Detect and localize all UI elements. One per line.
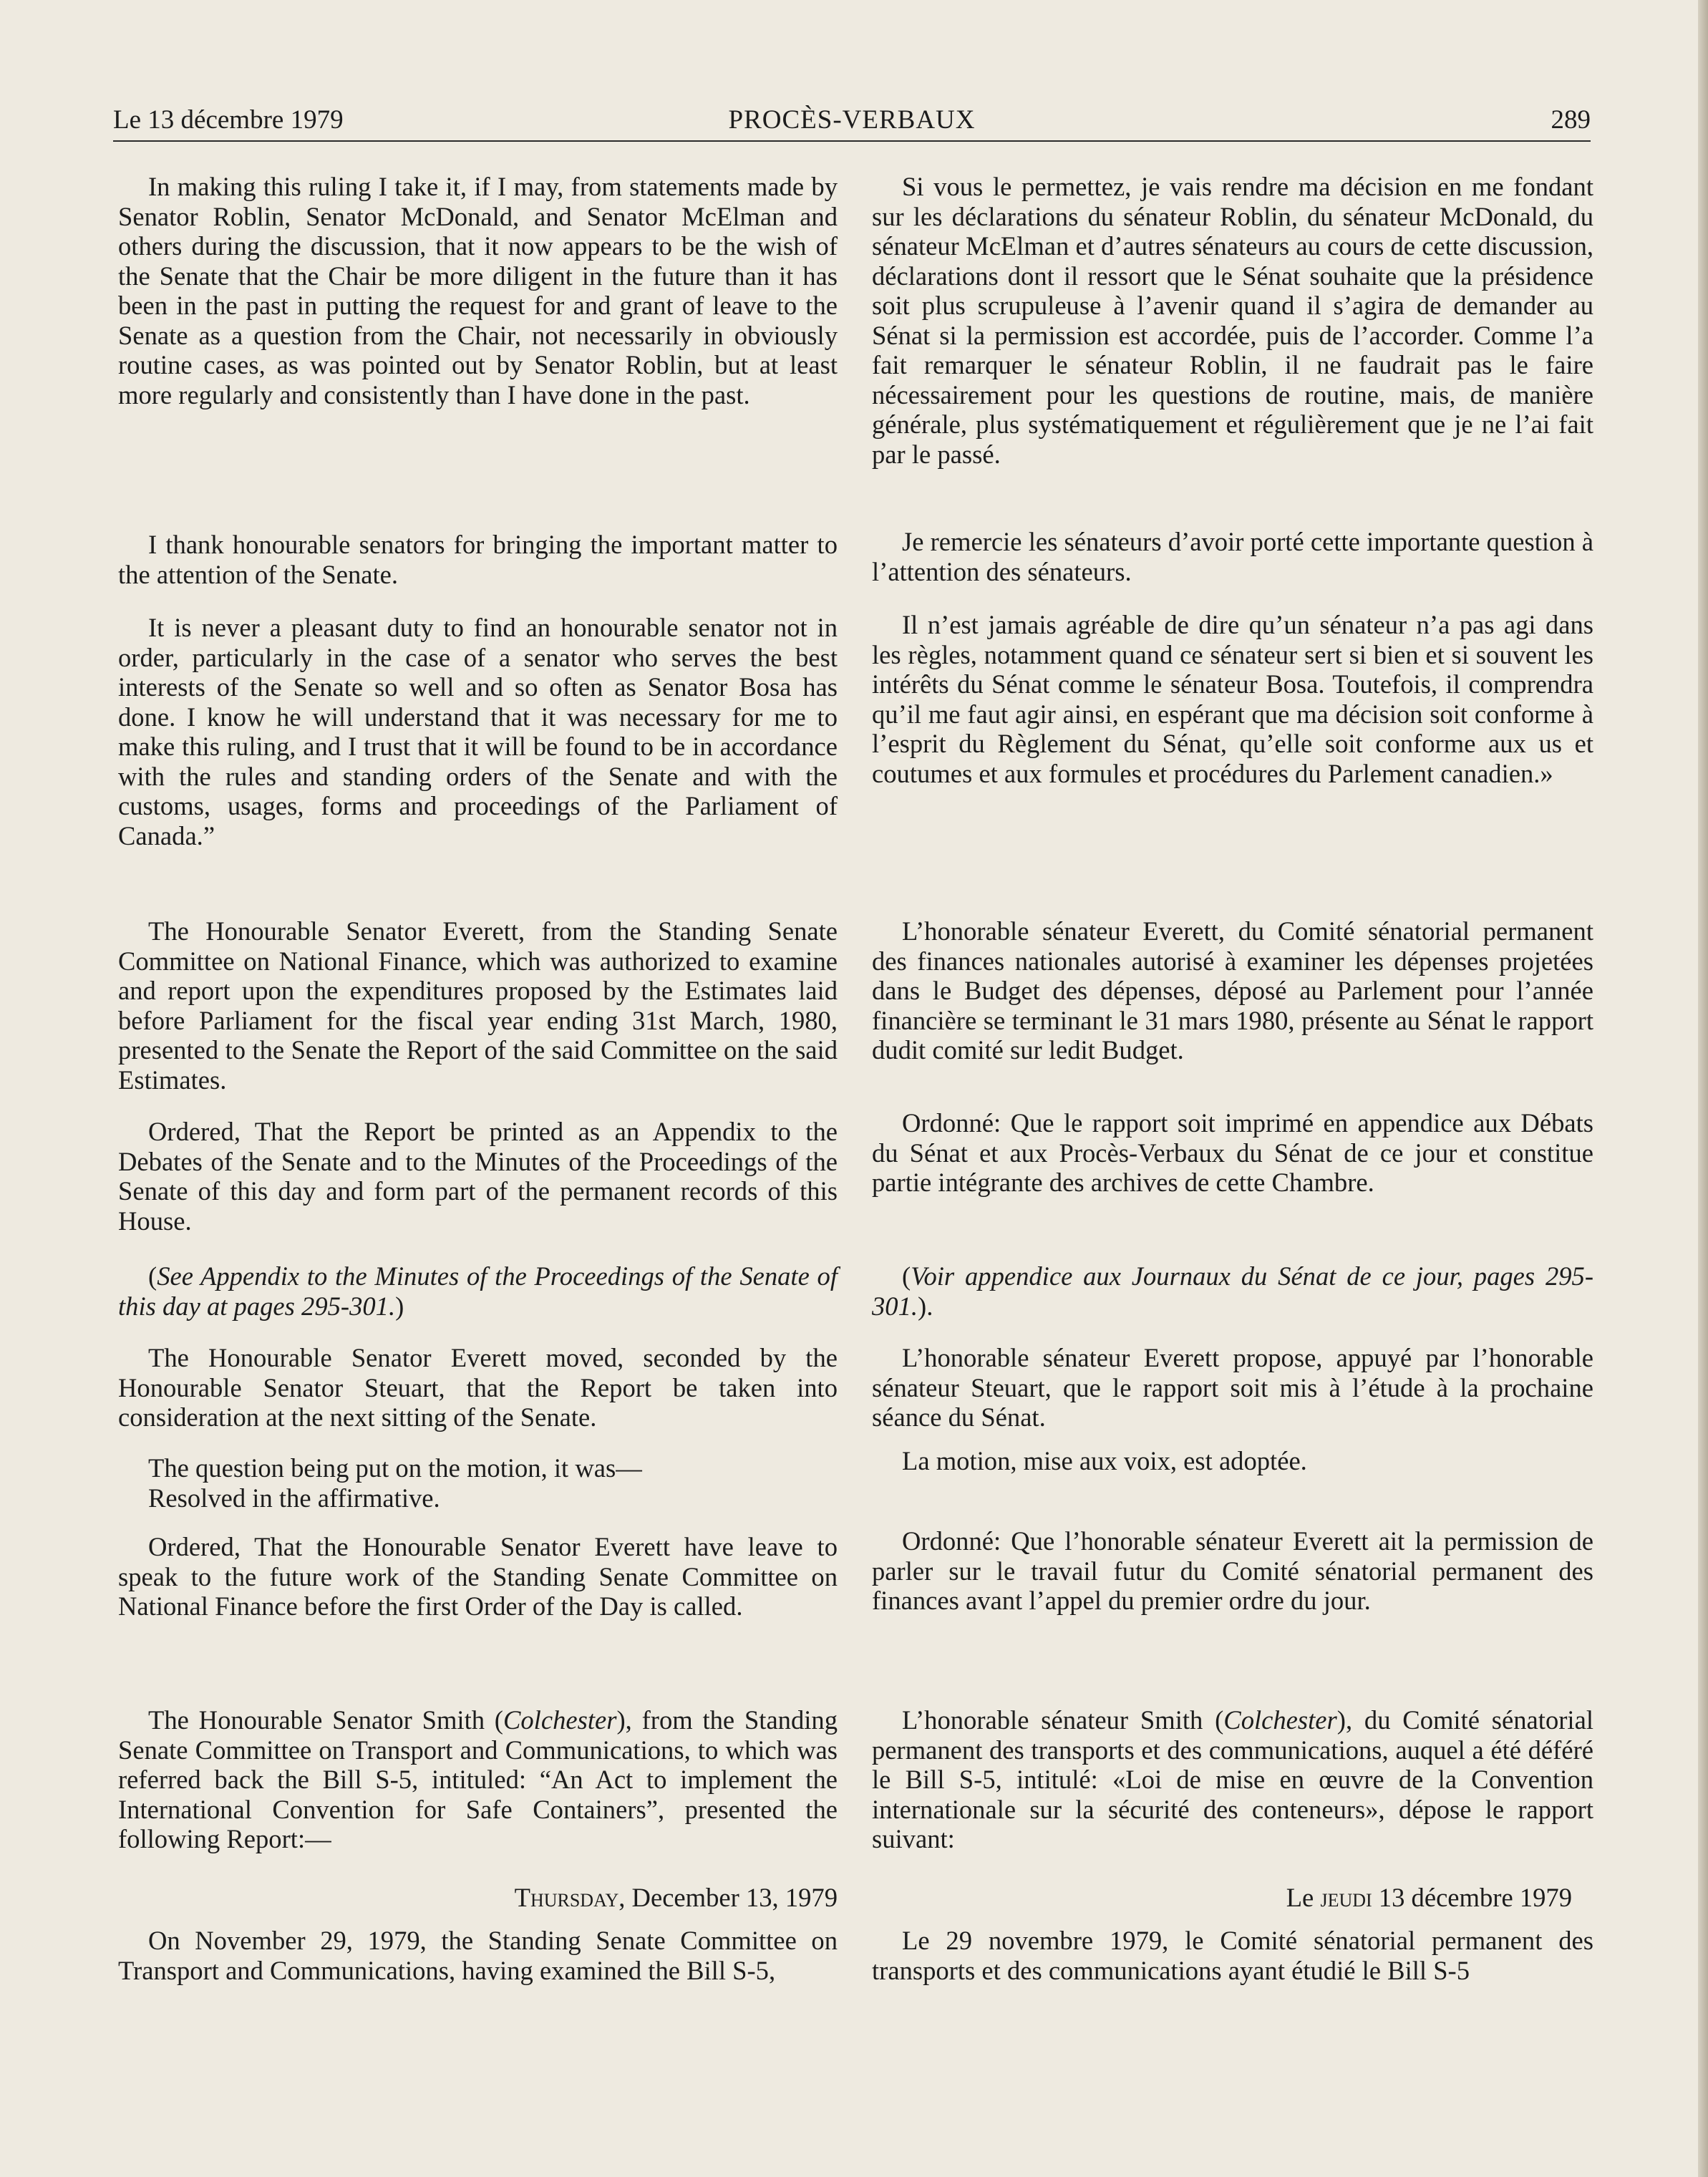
header-title: PROCÈS-VERBAUX: [728, 105, 976, 135]
paragraph-appendix-note: (See Appendix to the Minutes of the Proceedings of the Senate of this day at pages 295-301.): [118, 1261, 838, 1321]
paragraph-bosa-fr: Il n’est jamais agréable de dire qu’un sénateur n’a pas agi dans les règles, notamment quand ce sénateur sert si bien et si souvent les intérêts du Sénat comme le sénateur Bosa. Toutefois, il comprendra qu’il me faut agir ainsi, en espérant que ma décision soit conforme à l’esprit du Règlement du Sénat, qu’elle soit conforme aux us et coutumes et aux formules et procédures du Parlement canadien.»: [872, 610, 1593, 788]
report-date-fr: Le jeudi 13 décembre 1979: [1286, 1883, 1572, 1912]
paragraph-motion-adopted-fr: La motion, mise aux voix, est adoptée.: [902, 1446, 1307, 1475]
paragraph-november-29: On November 29, 1979, the Standing Senate Committee on Transport and Communications, having examined the Bill S-5,: [118, 1926, 838, 1985]
question-line: The question being put on the motion, it was—: [148, 1453, 642, 1483]
paragraph-ordered-print: Ordered, That the Report be printed as an Appendix to the Debates of the Senate and to the Minutes of the Proceedings of the Senate of this day and form part of the permanent records of this House.: [118, 1117, 838, 1236]
paragraph-ruling-fr: Si vous le permettez, je vais rendre ma décision en me fondant sur les déclarations du sénateur Roblin, du sénateur McDonald, du sénateur McElman et d’autres sénateurs au cours de cette discussion, déclarations dont il ressort que le Sénat souhaite que la présidence soit plus scrupuleuse à l’avenir quand il s’agira de demander au Sénat si la permission est accordée, puis de l’accorder. Comme l’a fait remarquer le sénateur Roblin, il ne faudrait pas le faire nécessairement pour les questions de routine, mais, de manière générale, plus systématiquement et régulièrement que je ne l’ai fait par le passé.: [872, 172, 1593, 469]
page-number: 289: [1551, 105, 1591, 135]
report-date: Thursday, December 13, 1979: [514, 1883, 838, 1912]
paragraph-ordered-print-fr: Ordonné: Que le rapport soit imprimé en appendice aux Débats du Sénat et aux Procès-Verbaux du Sénat de ce jour et constitue partie intégrante des archives de cette Chambre.: [872, 1108, 1593, 1197]
paragraph-thanks: I thank honourable senators for bringing the important matter to the attention of the Senate.: [118, 530, 838, 589]
resolved-line: Resolved in the affirmative.: [148, 1483, 440, 1513]
paragraph-everett-report: The Honourable Senator Everett, from the Standing Senate Committee on National Finance, which was authorized to examine and report upon the expenditures proposed by the Estimates laid before Parliament for the fiscal year ending 31st March, 1980, presented to the Senate the Report of the said Committee on the said Estimates.: [118, 916, 838, 1095]
paragraph-ordered-leave-fr: Ordonné: Que l’honorable sénateur Everett ait la permission de parler sur le travail futur du Comité sénatorial permanent des finances avant l’appel du premier ordre du jour.: [872, 1526, 1593, 1615]
paragraph-appendix-note-fr: (Voir appendice aux Journaux du Sénat de ce jour, pages 295-301.).: [872, 1261, 1593, 1321]
page-edge: [1698, 0, 1708, 2177]
paragraph-bosa: It is never a pleasant duty to find an honourable senator not in order, particularly in the case of a senator who serves the best interests of the Senate so well and so often as Senator Bosa has done. I know he will understand that it was necessary for me to make this ruling, and I trust that it will be found to be in accordance with the rules and standing orders of the Senate and with the customs, usages, forms and proceedings of the Parliament of Canada.”: [118, 613, 838, 850]
paragraph-everett-moved: The Honourable Senator Everett moved, seconded by the Honourable Senator Steuart, that the Report be taken into consideration at the next sitting of the Senate.: [118, 1343, 838, 1432]
paragraph-everett-report-fr: L’honorable sénateur Everett, du Comité sénatorial permanent des finances nationales autorisé à examiner les dépenses projetées dans le Budget des dépenses, déposé au Parlement pour l’année financière se terminant le 31 mars 1980, présente au Sénat le rapport dudit comité sur ledit Budget.: [872, 916, 1593, 1065]
paragraph-smith-report-fr: L’honorable sénateur Smith (Colchester), du Comité sénatorial permanent des transports et des communications, auquel a été déféré le Bill S-5, intitulé: «Loi de mise en œuvre de la Convention internationale sur la sécurité des conteneurs», dépose le rapport suivant:: [872, 1705, 1593, 1853]
paragraph-thanks-fr: Je remercie les sénateurs d’avoir porté cette importante question à l’attention des sénateurs.: [872, 527, 1593, 586]
paragraph-question-resolved: [118, 1453, 838, 1513]
paragraph-ruling: In making this ruling I take it, if I may, from statements made by Senator Roblin, Senator McDonald, and Senator McElman and others during the discussion, that it now appears to be the wish of the Senate that the Chair be more diligent in the future than it has been in the past in putting the request for and grant of leave to the Senate as a question from the Chair, not necessarily in obviously routine cases, as was pointed out by Senator Roblin, but at least more regularly and consistently than I have done in the past.: [118, 172, 838, 409]
paragraph-everett-moved-fr: L’honorable sénateur Everett propose, appuyé par l’honorable sénateur Steuart, que le rapport soit mis à l’étude à la prochaine séance du Sénat.: [872, 1343, 1593, 1432]
page-header: [113, 99, 1591, 142]
header-date: Le 13 décembre 1979: [113, 105, 344, 135]
paragraph-ordered-leave: Ordered, That the Honourable Senator Everett have leave to speak to the future work of the Standing Senate Committee on National Finance before the first Order of the Day is called.: [118, 1532, 838, 1621]
paragraph-november-29-fr: Le 29 novembre 1979, le Comité sénatorial permanent des transports et des communications ayant étudié le Bill S-5: [872, 1926, 1593, 1985]
paragraph-smith-report: The Honourable Senator Smith (Colchester), from the Standing Senate Committee on Transport and Communications, to which was referred back the Bill S-5, intituled: “An Act to implement the International Convention for Safe Containers”, presented the following Report:—: [118, 1705, 838, 1853]
